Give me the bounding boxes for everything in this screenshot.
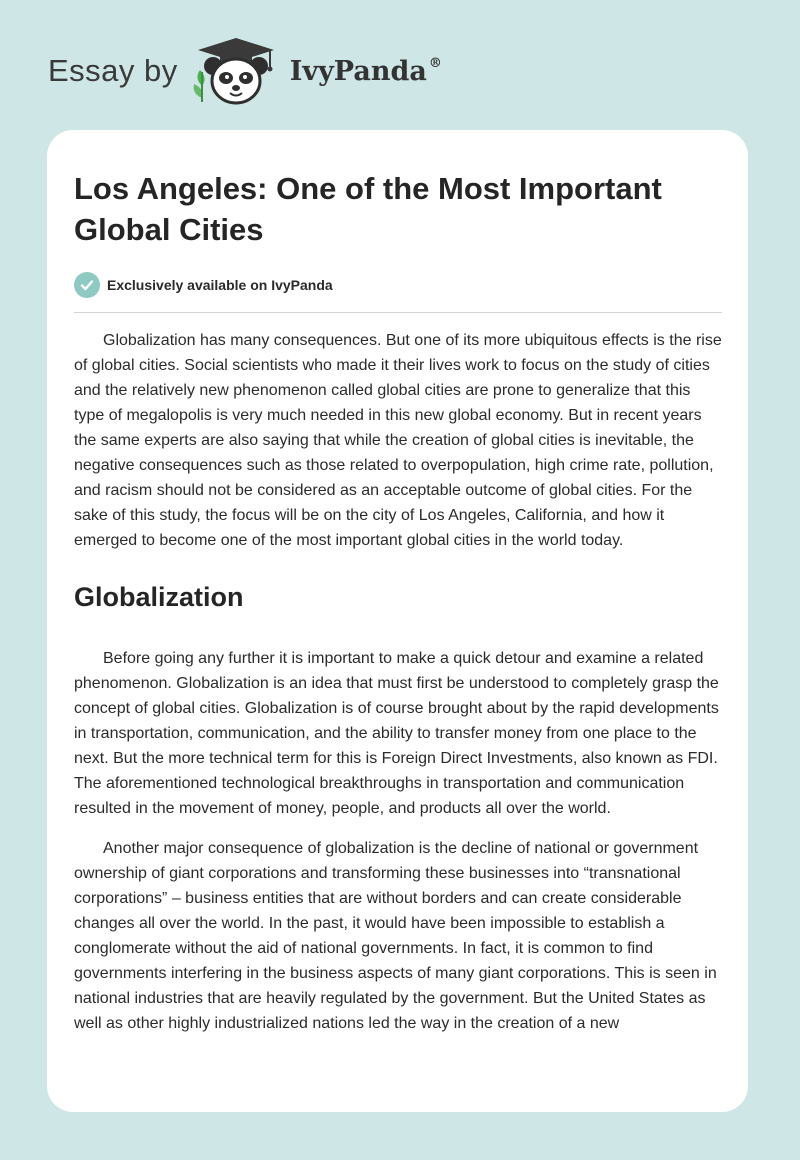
exclusive-badge [74, 272, 722, 298]
brand-prefix: Essay by [48, 53, 178, 88]
paragraph-globalization-2: Another major consequence of globalization is the decline of national or government ownership of giant corporations and transforming these businesses into “transnational corporations” – business entities that are without borders and can create considerable changes all over the world. In the past, it would have been impossible to establish a conglomerate without the aid of national governments. In fact, it is common to find governments interfering in the business aspects of many giant corporations. This is seen in national industries that are heavily regulated by the government. But the United States as well as other highly industrialized nations led the way in the creation of a new [74, 840, 717, 1032]
paragraph-intro: Globalization has many consequences. But one of its more ubiquitous effects is the rise of global cities. Social scientists who made it their lives work to focus on the study of cities and the relatively new phenomenon called global cities are prone to generalize that this type of megalopolis is very much needed in this new global economy. But in recent years the same experts are also saying that while the creation of global cities is inevitable, the negative consequences such as those related to overpopulation, high crime rate, pollution, and racism should not be considered as an acceptable outcome of global cities. For the sake of this study, the focus will be on the city of Los Angeles, California, and how it emerged to become one of the most important global cities in the world today. [74, 332, 722, 549]
essay-title: Los Angeles: One of the Most Important Global Cities [74, 171, 662, 247]
brand-name-text: IvyPanda [289, 55, 427, 87]
paragraph-globalization-1: Before going any further it is important to make a quick detour and examine a related phenomenon. Globalization is an idea that must first be understood to completely grasp the concept of global cities. Globalization is of course brought about by the rapid developments in transportation, communication, and the ability to transfer money from one place to the next. But the more technical term for this is Foreign Direct Investments, also known as FDI. The aforementioned technological breakthroughs in transportation and communication resulted in the movement of money, people, and products all over the world. [74, 650, 719, 817]
brand-header[interactable] [48, 36, 442, 106]
registered-mark: ® [428, 55, 442, 71]
essay-card [47, 130, 748, 1112]
checkmark-icon [74, 272, 100, 298]
exclusive-badge-label: Exclusively available on IvyPanda [107, 277, 333, 293]
panda-logo-icon [190, 36, 282, 106]
title-divider [74, 312, 722, 313]
brand-name [290, 56, 442, 87]
section-heading-globalization: Globalization [74, 582, 244, 612]
